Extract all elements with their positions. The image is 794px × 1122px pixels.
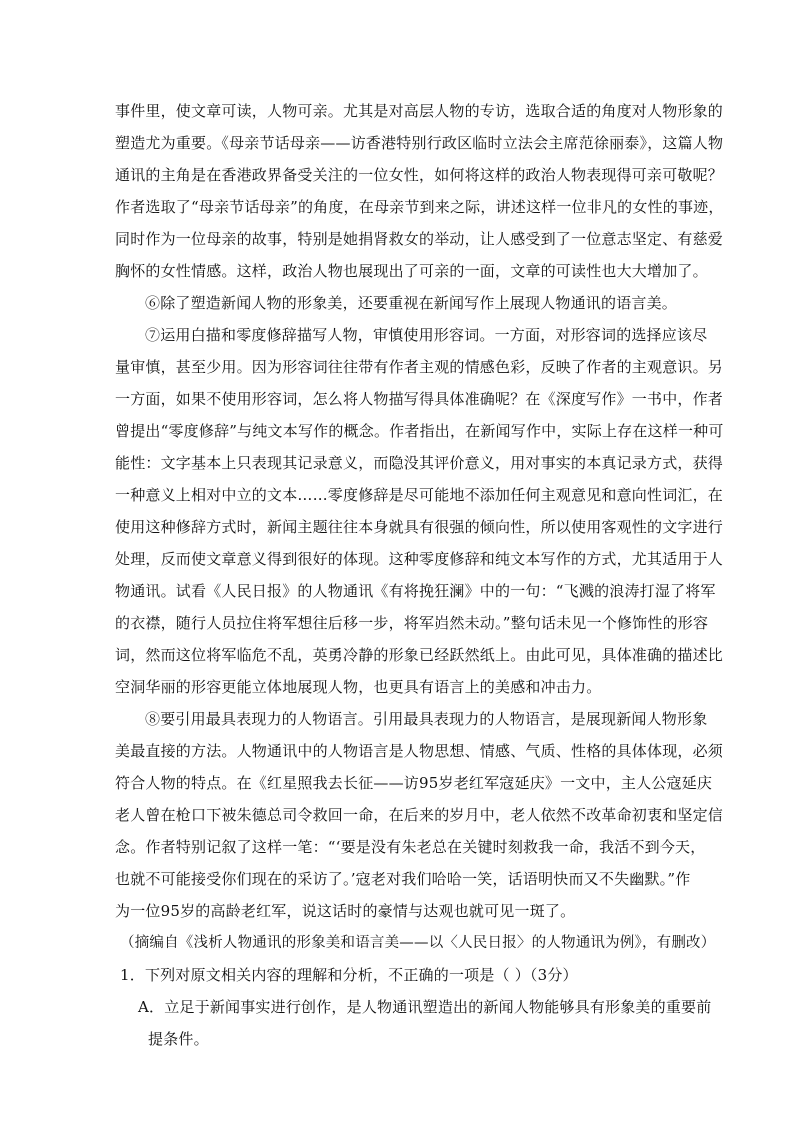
paragraph-8-start: ⑧要引用最具表现力的人物语言。引用最具表现力的人物语言，是展现新闻人物形象 xyxy=(145,710,708,728)
body-text-line: 的衣襟，随行人员拉住将军想往后移一步，将军岿然未动。”整句话未见一个修饰性的形容 xyxy=(115,614,709,632)
body-text-line: 一种意义上相对中立的文本……零度修辞是尽可能地不添加任何主观意见和意向性词汇，在 xyxy=(115,486,724,504)
body-text-line: 量审慎，甚至少用。因为形容词往往带有作者主观的情感色彩，反映了作者的主观意识。另 xyxy=(115,358,724,376)
body-text-line: 老人曾在枪口下被朱德总司令救回一命，在后来的岁月中，老人依然不改革命初衷和坚定信 xyxy=(115,806,724,824)
body-text-line: 空洞华丽的形容更能立体地展现人物，也更具有语言上的美感和冲击力。 xyxy=(115,678,602,696)
body-text-line: 一方面，如果不使用形容词，怎么将人物描写得具体准确呢？在《深度写作》一书中，作者 xyxy=(115,390,724,408)
body-text-line: 也就不可能接受你们现在的采访了。’寇老对我们哈哈一笑，话语明快而又不失幽默。”作 xyxy=(115,870,691,888)
body-text-line: 作者选取了“母亲节话母亲”的角度，在母亲节到来之际，讲述这样一位非凡的女性的事迹， xyxy=(115,198,724,216)
option-a: A．立足于新闻事实进行创作，是人物通讯塑造出的新闻人物能够具有形象美的重要前 xyxy=(138,998,712,1016)
body-text-line: 事件里，使文章可读，人物可亲。尤其是对高层人物的专访，选取合适的角度对人物形象的 xyxy=(115,102,724,120)
paragraph-7-start: ⑦运用白描和零度修辞描写人物，审慎使用形容词。一方面，对形容词的选择应该尽 xyxy=(145,326,708,344)
body-text-line: 能性：文字基本上只表现其记录意义，而隐没其评价意义，用对事实的本真记录方式，获得 xyxy=(115,454,724,472)
question-1: 1．下列对原文相关内容的理解和分析，不正确的一项是（ ）（3分） xyxy=(120,966,578,984)
body-text-line: 曾提出“零度修辞”与纯文本写作的概念。作者指出，在新闻写作中，实际上存在这样一种可 xyxy=(115,422,724,440)
body-text-line: 符合人物的特点。在《红星照我去长征——访95岁老红军寇延庆》一文中，主人公寇延庆 xyxy=(115,774,713,792)
body-text-line: 为一位95岁的高龄老红军，说这话时的豪情与达观也就可见一斑了。 xyxy=(115,902,576,920)
body-text-line: 物通讯。试看《人民日报》的人物通讯《有将挽狂澜》中的一句：“飞溅的浪涛打湿了将军 xyxy=(115,582,716,600)
paragraph-6-start: ⑥除了塑造新闻人物的形象美，还要重视在新闻写作上展现人物通讯的语言美。 xyxy=(145,294,678,312)
option-a-continued: 提条件。 xyxy=(148,1030,209,1048)
source-citation: （摘编自《浅析人物通讯的形象美和语言美——以〈人民日报〉的人物通讯为例》，有删改） xyxy=(120,935,716,951)
body-text-line: 词，然而这位将军临危不乱，英勇冷静的形象已经跃然纸上。由此可见，具体准确的描述比 xyxy=(115,646,724,664)
body-text-line: 美最直接的方法。人物通讯中的人物语言是人物思想、情感、气质、性格的具体体现，必须 xyxy=(115,742,724,760)
body-text-line: 通讯的主角是在香港政界备受关注的一位女性，如何将这样的政治人物表现得可亲可敬呢？ xyxy=(115,166,724,184)
body-text-line: 胸怀的女性情感。这样，政治人物也展现出了可亲的一面，文章的可读性也大大增加了。 xyxy=(115,262,708,280)
body-text-line: 使用这种修辞方式时，新闻主题往往本身就具有很强的倾向性，所以使用客观性的文字进行 xyxy=(115,518,724,536)
body-text-line: 同时作为一位母亲的故事，特别是她捐肾救女的举动，让人感受到了一位意志坚定、有慈爱 xyxy=(115,230,724,248)
body-text-line: 塑造尤为重要。《母亲节话母亲——访香港特别行政区临时立法会主席范徐丽泰》，这篇人物 xyxy=(115,134,724,152)
body-text-line: 处理，反而使文章意义得到很好的体现。这种零度修辞和纯文本写作的方式，尤其适用于人 xyxy=(115,550,724,568)
body-text-line: 念。作者特别记叙了这样一笔：“‘要是没有朱老总在关键时刻救我一命，我活不到今天， xyxy=(115,838,706,856)
